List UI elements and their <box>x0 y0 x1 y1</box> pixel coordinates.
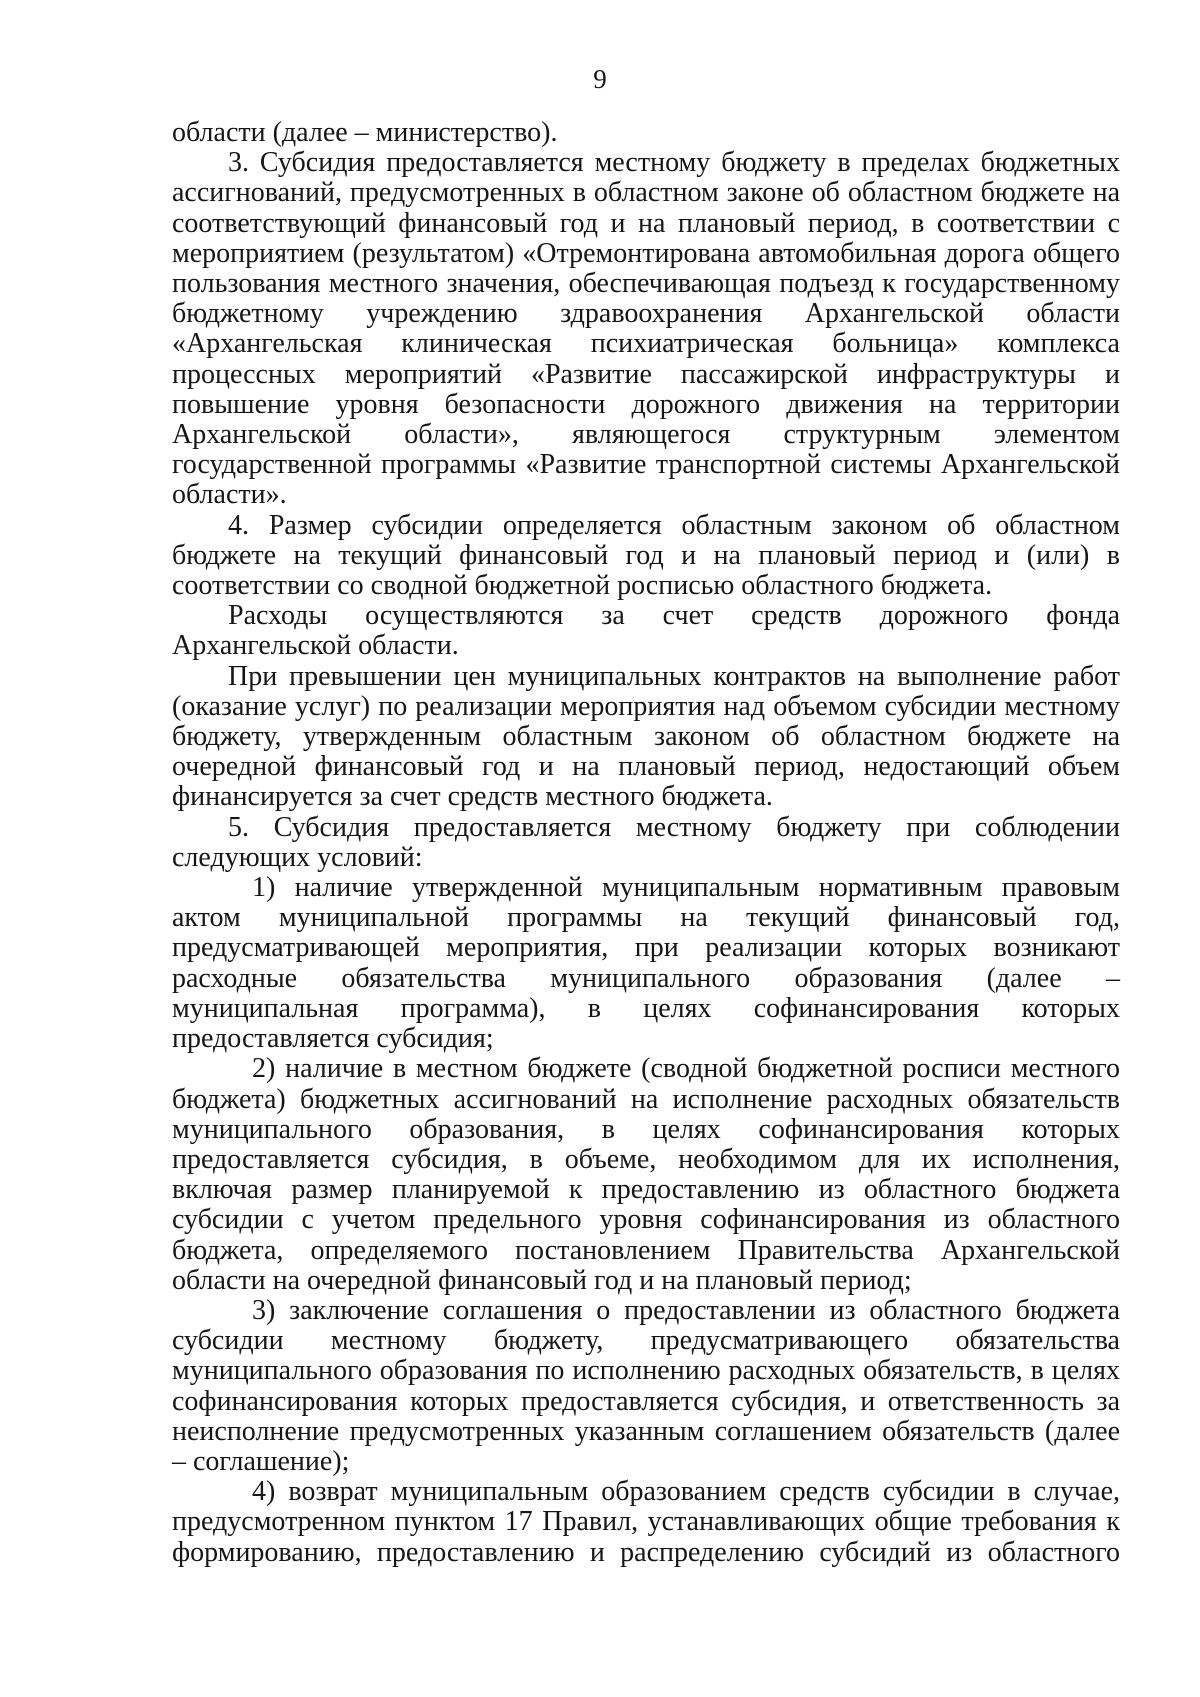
condition-1: 1) наличие утвержденной муниципальным нормативным правовым актом муниципальной программы на текущий финансовый год, предусматривающей мероприятия, при реализации которых возникают расходные обязательства муниципального образования (далее – муниципальная программа), в целях софинансирования которых предоставляется субсидия; <box>172 872 1120 1055</box>
paragraph-expenses-source: Расходы осуществляются за счет средств дорожного фонда Архангельской области. <box>172 600 1120 662</box>
paragraph-item-3: 3. Субсидия предоставляется местному бюджету в пределах бюджетных ассигнований, предусмотренных в областном законе об областном бюджете на соответствующий финансовый год и на плановый период, в соответствии с мероприятием (результатом) «Отремонтирована автомобильная дорога общего пользования местного значения, обеспечивающая подъезд к государственному бюджетному учреждению здравоохранения Архангельской области «Архангельская клиническая психиатрическая больница» комплекса процессных мероприятий «Развитие пассажирской инфраструктуры и повышение уровня безопасности дорожного движения на территории Архангельской области», являющегося структурным элементом государственной программы «Развитие транспортной системы Архангельской области». <box>172 147 1120 511</box>
paragraph-item-5: 5. Субсидия предоставляется местному бюджету при соблюдении следующих условий: <box>172 811 1120 873</box>
paragraph-continuation: области (далее – министерство). <box>172 117 558 148</box>
condition-2: 2) наличие в местном бюджете (сводной бюджетной росписи местного бюджета) бюджетных ассигнований на исполнение расходных обязательств муниципального образования, в целях софинансирования которых предоставляется субсидия, в объеме, необходимом для их исполнения, включая размер планируемой к предоставлению из областного бюджета субсидии с учетом предельного уровня софинансирования из областного бюджета, определяемого постановлением Правительства Архангельской области на очередной финансовый год и на плановый период; <box>172 1053 1120 1296</box>
page-number: 9 <box>593 64 607 94</box>
document-body <box>172 118 1120 1568</box>
paragraph-item-4: 4. Размер субсидии определяется областным законом об областном бюджете на текущий финансовый год и на плановый период и (или) в соответствии со сводной бюджетной росписью областного бюджета. <box>172 509 1120 602</box>
paragraph-price-excess: При превышении цен муниципальных контрактов на выполнение работ (оказание услуг) по реализации мероприятия над объемом субсидии местному бюджету, утвержденным областным законом об областном бюджете на очередной финансовый год и на плановый период, недостающий объем финансируется за счет средств местного бюджета. <box>172 660 1120 813</box>
condition-3: 3) заключение соглашения о предоставлении из областного бюджета субсидии местному бюджету, предусматривающего обязательства муниципального образования по исполнению расходных обязательств, в целях софинансирования которых предоставляется субсидия, и ответственность за неисполнение предусмотренных указанным соглашением обязательств (далее – соглашение); <box>172 1294 1120 1477</box>
condition-4: 4) возврат муниципальным образованием средств субсидии в случае, предусмотренном пунктом 17 Правил, устанавливающих общие требования к формированию, предоставлению и распределению субсидий из областного <box>172 1476 1120 1568</box>
